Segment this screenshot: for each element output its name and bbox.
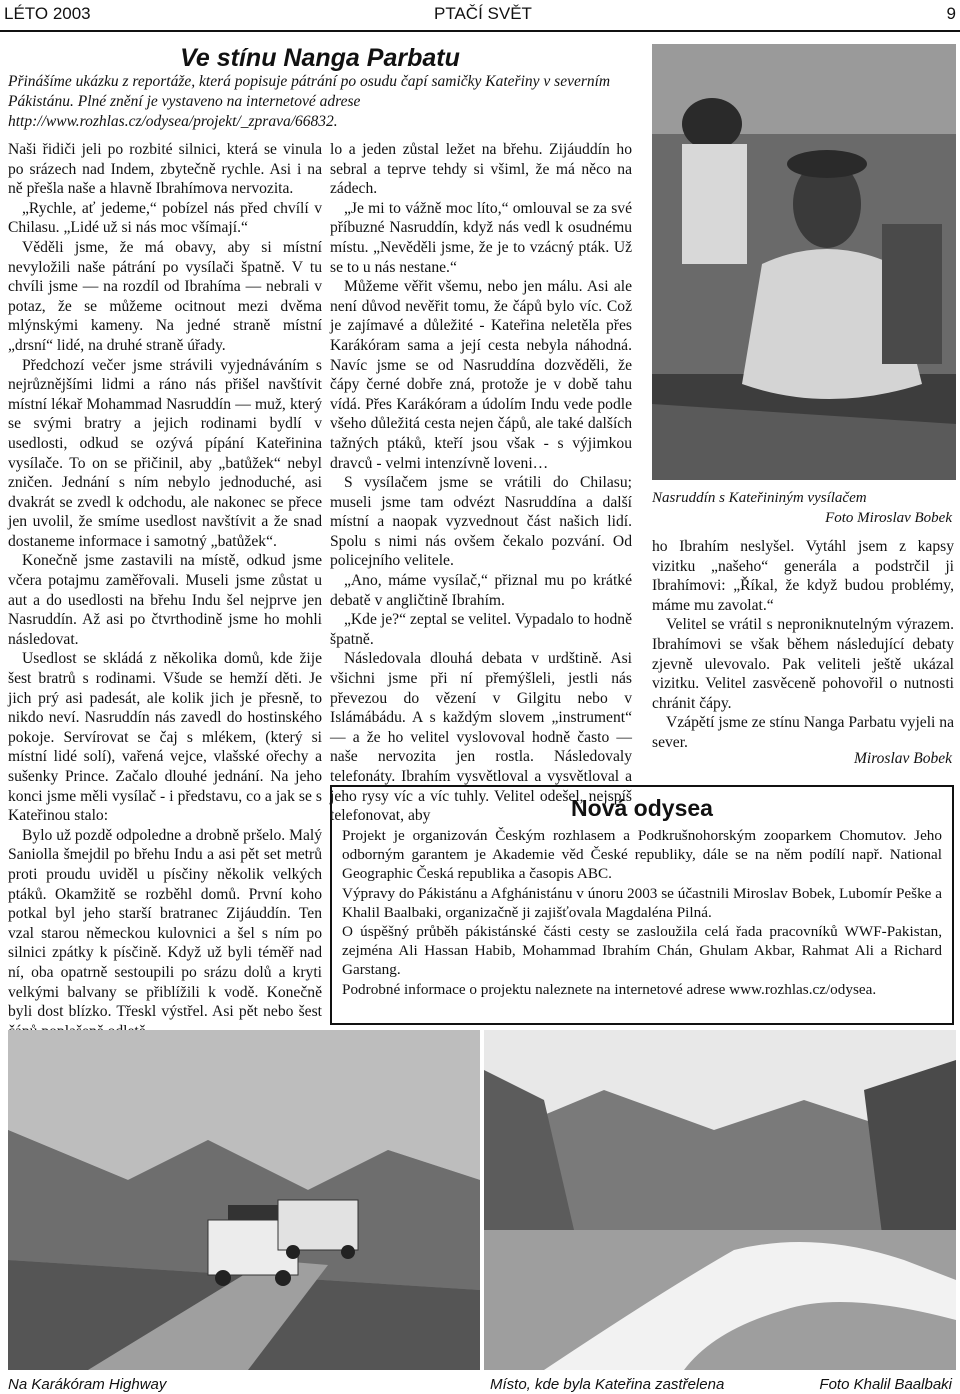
article-title: Ve stínu Nanga Parbatu <box>180 44 460 72</box>
column-1 <box>8 140 322 1040</box>
paragraph: Předchozí večer jsme strávili vyjednáváním s nejrůznějšími lidmi a ráno nás přišel navštívit místní lékař Mohammad Nasruddín — muž, který se svými bratry a jejich rodinami bydlí v usedlosti, odkud se ozývá pípání Kateřinina vysílače. To on se přičinil, aby „batůžek“ nebyl zničen. Jednání s ním nebylo jednoduché, asi dvakrát se zvedl k odchodu, ale nakonec se přece jen uvolil, že smíme usedlost navštívit a že snad dostaneme informace i samotný „batůžek“. <box>8 356 322 550</box>
portrait-photo <box>652 44 956 480</box>
column-2 <box>330 140 632 825</box>
highway-caption: Na Karákóram Highway <box>8 1376 167 1393</box>
article-signature: Miroslav Bobek <box>854 750 952 767</box>
page-header <box>0 0 960 32</box>
highway-photo <box>8 1030 480 1370</box>
paragraph: Následovala dlouhá debata v urdštině. Asi všichni jsme při ní přemýšleli, jestli nás převezou do vězení v Gilgitu nebo v Islámábádu. A s každým slovem „instrument“ — a že ho velitel vyslovoval hodně často — naše nervozita jen rostla. Následovaly telefonáty. Ibrahím vysvětloval a vysvětloval a jeho rysy víc a víc tuhly. Velitel odešel, nejspíš telefonovat, aby <box>330 650 632 825</box>
paragraph: Naši řidiči jeli po rozbité silnici, která se vinula po srázech nad Indem, zbytečně rychle. Asi i na ně přešla naše a hlavně Ibrahímova nervozita. <box>8 141 322 198</box>
header-magazine: PTAČÍ SVĚT <box>434 4 532 23</box>
paragraph: Vzápětí jsme ze stínu Nanga Parbatu vyjeli na sever. <box>652 714 954 751</box>
river-credit: Foto Khalil Baalbaki <box>819 1376 952 1393</box>
river-photo-graphic <box>484 1030 956 1370</box>
portrait-caption: Nasruddín s Kateřininým vysílačem <box>652 490 867 506</box>
info-box-paragraph: Výpravy do Pákistánu a Afghánistánu v únoru 2003 se účastnili Miroslav Bobek, Lubomír Peške a Khalil Baalbaki, organizačně ji zajišťovala Magdaléna Pilná. <box>342 884 942 921</box>
paragraph: „Rychle, ať jedeme,“ pobízel nás před chvílí v Chilasu. „Lidé už si nás moc všímají.“ <box>8 199 322 237</box>
paragraph: Konečně jsme zastavili na místě, odkud jsme včera potajmu zaměřovali. Museli jsme zůstat u aut a do usedlosti na břehu Indu šel nejprve jen Nasruddín. Až asi po čtvrthodině jsme ho mohli následovat. <box>8 552 322 648</box>
info-box-paragraph: O úspěšný průběh pákistánské části cesty se zasloužila celá řada pracovníků WWF-Pakistan, zejména Ali Hassan Habib, Mohammad Ibrahím Chán, Ghulam Akbar, Rahmat Ali a Richard Garstang. <box>342 923 942 979</box>
header-season: LÉTO 2003 <box>4 4 91 23</box>
river-caption: Místo, kde byla Kateřina zastřelena <box>490 1376 725 1393</box>
paragraph: Věděli jsme, že má obavy, aby si místní nevyložili naše pátrání po vysílači špatně. V tu chvíli jsme — na rozdíl od Ibrahíma — nebrali v potaz, že se můžeme ocitnout mezi dvěma mlýnskými kameny. Na jedné straně místní „drsní“ lidé, na druhé straně úřady. <box>8 238 322 354</box>
river-photo <box>484 1030 956 1370</box>
paragraph: ho Ibrahím neslyšel. Vytáhl jsem z kapsy vizitku „našeho“ generála a podstrčil ji Ibrahímovi: „Říkal, že když budou problémy, máme mu zavolat.“ <box>652 538 954 614</box>
column-3 <box>652 537 954 767</box>
portrait-credit: Foto Miroslav Bobek <box>825 510 952 526</box>
highway-photo-graphic <box>8 1030 480 1370</box>
paragraph: S vysílačem jsme se vrátili do Chilasu; museli jsme tam odvézt Nasruddína a další místní a naopak vyzvednout část našich lidí. Spolu s nimi nás ovšem čekalo pozvání. Od policejního velitele. <box>330 474 632 570</box>
info-box-title: Nová odysea <box>571 795 713 821</box>
paragraph: „Ano, máme vysílač,“ přiznal mu po krátké debatě v angličtině Ibrahím. <box>330 572 632 609</box>
article-lead: Přinášíme ukázku z reportáže, která popisuje pátrání po osudu čapí samičky Kateřiny v severním Pákistánu. Plné znění je vystaveno na internetové adrese http://www.rozhlas.cz/odysea/projekt/_zprava/66832. <box>8 73 611 130</box>
paragraph: lo a jeden zůstal ležet na břehu. Zijáuddín ho sebral a teprve tehdy si všiml, že má něco na zádech. <box>330 141 632 198</box>
paragraph: Bylo už pozdě odpoledne a drobně pršelo. Malý Saniolla šmejdil po břehu Indu a asi pět set metrů proti proudu uviděl u písčiny několik velkých ptáků. Okamžitě se rozběhl domů. První koho potkal byl jeho starší bratranec Zijáuddín. Ten vzal starou německou kulovnici a šel s ním po silnici zpátky k písčině. Když už byli téměř nad ní, oba opatrně sestoupili po srázu dolů a kryti velkými balvany se přiblížili k vodě. Konečně byli dost blízko. Třeskl výstřel. Asi pět nebo šest <box>8 826 322 1021</box>
paragraph: Usedlost se skládá z několika domů, kde žije šest bratrů s rodinami. Všude se hemží děti. Je jich prý asi padesát, ale kolik jich je přesně, to nikdo neví. Nasruddín nás zavedl do hostinského pokoje. Servírovat se čaj s mlékem, (který si místní lidé solí), vařená vejce, vlašské ořechy a sušenky Prince. Začalo dlouhé jednání. Na jeho konci jsme měli vysílač - i představu, co a jak se s Kateřinou stalo: <box>8 650 322 825</box>
info-box-paragraph: Podrobné informace o projektu naleznete na internetové adrese www.rozhlas.cz/odysea. <box>342 980 877 998</box>
paragraph: Velitel se vrátil s neproniknutelným výrazem. Ibrahímovi se však během následující debaty zjevně ulevovalo. Pak veliteli ještě ukázal vizitku. Velitel zasvěceně pohovořil o nutnosti chránit čápy. <box>652 616 954 712</box>
info-box <box>330 785 954 1025</box>
portrait-photo-graphic <box>652 44 956 480</box>
paragraph: „Je mi to vážně moc líto,“ omlouval se za své příbuzné Nasruddín, když nás vedl k osudnému místu. „Nevěděli jsme, že je to vzácný pták. Už se to u nás nestane.“ <box>330 199 632 276</box>
info-box-paragraph: Projekt je organizován Českým rozhlasem a Podkrušnohorským zooparkem Chomutov. Jeho odborným garantem je Akademie věd České republiky, dále se na něm podílí např. National Geographic Česká republika a časopis ABC. <box>342 827 942 883</box>
header-page-number: 9 <box>946 4 956 23</box>
paragraph: Můžeme věřit všemu, nebo jen málu. Asi ale není důvod nevěřit tomu, že čápů bylo víc. Což je zajímavé a důležité - Kateřina neletěla přes Karákóram sama a její cesta nebyla náhodná. Navíc jsme se od Nasruddína dozvěděli, že čápy černé dobře zná, protože je v době tahu vídá. Přes Karákóram a údolím Indu vede podle všeho důležitá cesta nejen čápů, ale také dalších tažných ptáků, kteří jsou však - s výjimkou dravců - velmi intenzívně loveni… <box>330 278 632 472</box>
paragraph: „Kde je?“ zeptal se velitel. Vypadalo to hodně špatně. <box>330 611 632 648</box>
